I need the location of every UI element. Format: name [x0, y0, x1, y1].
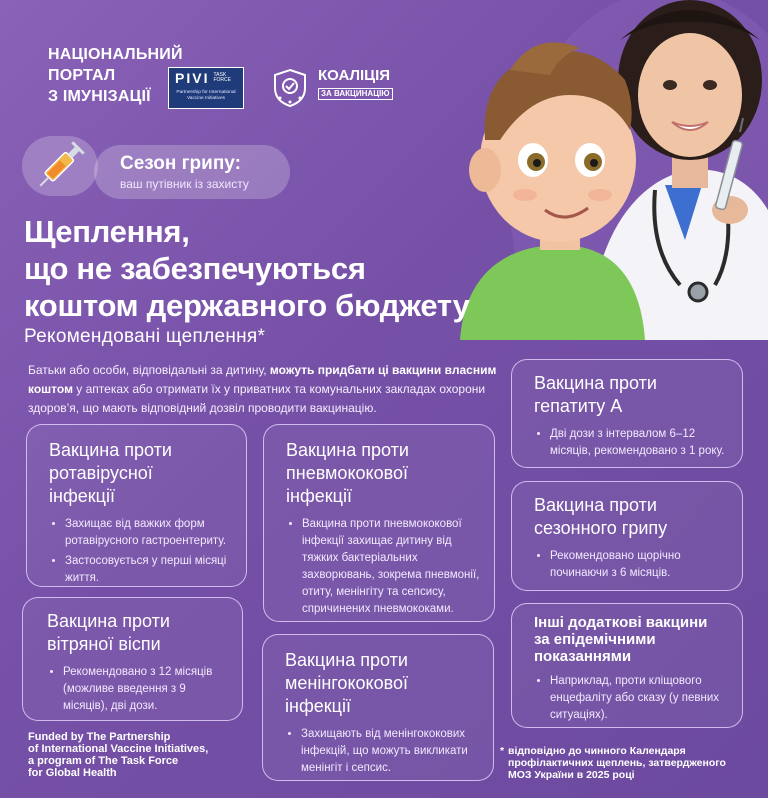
- card-title: Вакцина проти гепатиту А: [534, 373, 657, 416]
- coalition-name: КОАЛІЦІЯ: [318, 67, 391, 84]
- subheading: Рекомендовані щеплення*: [24, 326, 266, 347]
- title-line-1: Щеплення,: [24, 214, 190, 249]
- page-title: [24, 213, 470, 324]
- card-other-vaccines: [511, 603, 743, 728]
- intro-bold-text: можуть придбати ці вакцини власним коштом: [28, 363, 497, 396]
- card-bullets: [49, 516, 234, 587]
- pivi-logo: [168, 67, 244, 109]
- list-item: • Дві дози з інтервалом 6–12 місяців, рекомендовано з 1 року.: [550, 426, 728, 460]
- footnote: * відповідно до чинного Календаря профілактичних щеплень, затвердженого МОЗ України в 2025 році: [500, 745, 726, 781]
- card-title: Інші додаткові вакцини за епідемічними показаннями: [534, 614, 708, 665]
- list-item: • Вакцина проти пневмококової інфекції захищає дитину від тяжких бактеріальних захворювань, зокрема пневмонії, отиту, менінгіту та сепсису, спричинених пневмококами.: [302, 516, 480, 618]
- intro-paragraph: [28, 361, 498, 418]
- card-pneumococcal: [263, 424, 495, 622]
- card-title: Вакцина проти ротавірусної інфекції: [49, 440, 172, 506]
- card-bullets: [285, 726, 479, 777]
- title-line-3: коштом державного бюджету: [24, 288, 470, 323]
- pivi-subtitle: Partnership for International Vaccine Initiatives: [176, 90, 236, 101]
- card-seasonal-flu: [511, 481, 743, 591]
- list-item: • Захищає від важких форм ротавірусного гастроентериту.: [65, 516, 234, 550]
- card-bullets: [534, 548, 728, 582]
- card-title: Вакцина проти пневмококової інфекції: [286, 440, 409, 506]
- card-title: Вакцина проти вітряної віспи: [47, 611, 170, 654]
- card-rotavirus: [26, 424, 247, 587]
- card-bullets: [534, 673, 730, 724]
- list-item: • Захищають від менінгококових інфекцій, що можуть викликати менінгіт і сепсис.: [301, 726, 479, 777]
- coalition-shield-icon: [272, 68, 308, 108]
- funding-statement: Funded by The Partnership of International Vaccine Initiatives, a program of The Task Force for Global Health: [28, 731, 209, 779]
- footnote-asterisk: *: [500, 745, 505, 757]
- boy-figure: [460, 42, 645, 340]
- coalition-logo-text: [318, 68, 393, 100]
- card-varicella: [22, 597, 243, 721]
- list-item: • Рекомендовано з 12 місяців (можливе введення з 9 місяців), дві дози.: [63, 664, 230, 715]
- national-portal-logo[interactable]: [48, 44, 183, 107]
- coalition-subtitle: ЗА ВАКЦИНАЦІЮ: [318, 88, 393, 100]
- pivi-word: PIVI: [175, 70, 210, 86]
- title-line-2: що не забезпечуються: [24, 251, 366, 286]
- season-title: Сезон грипу:: [120, 153, 241, 174]
- card-hepatitis-a: [511, 359, 743, 468]
- syringe-badge: [22, 136, 98, 196]
- card-meningococcal: [262, 634, 494, 781]
- card-bullets: [286, 516, 480, 618]
- card-title: Вакцина проти менінгококової інфекції: [285, 650, 408, 716]
- card-bullets: [534, 426, 728, 460]
- brand-line-1: НАЦІОНАЛЬНИЙ: [48, 46, 183, 63]
- list-item: • Рекомендовано щорічно починаючи з 6 місяців.: [550, 548, 728, 582]
- syringe-icon: [22, 136, 98, 196]
- boy-and-doctor-illustration: [440, 0, 768, 340]
- season-subtitle: ваш путівник із захисту: [120, 177, 249, 191]
- list-item: • Наприклад, проти кліщового енцефаліту або сказу (у певних ситуаціях).: [550, 673, 730, 724]
- intro-text-2: у аптеках або отримати їх у приватних та комунальних закладах охорони здоров’я, що мають відповідний дозвіл проводити вакцинацію.: [28, 382, 486, 415]
- list-item: • Застосовується у перші місяці життя.: [65, 553, 234, 587]
- task-force-mark: TASK FORCE: [213, 72, 231, 83]
- intro-text-1: Батьки або особи, відповідальні за дитину,: [28, 363, 270, 377]
- brand-line-2: ПОРТАЛ: [48, 67, 116, 84]
- brand-line-3: З ІМУНІЗАЦІЇ: [48, 88, 151, 105]
- season-badge: [94, 145, 290, 199]
- card-bullets: [47, 664, 230, 715]
- card-title: Вакцина проти сезонного грипу: [534, 495, 668, 538]
